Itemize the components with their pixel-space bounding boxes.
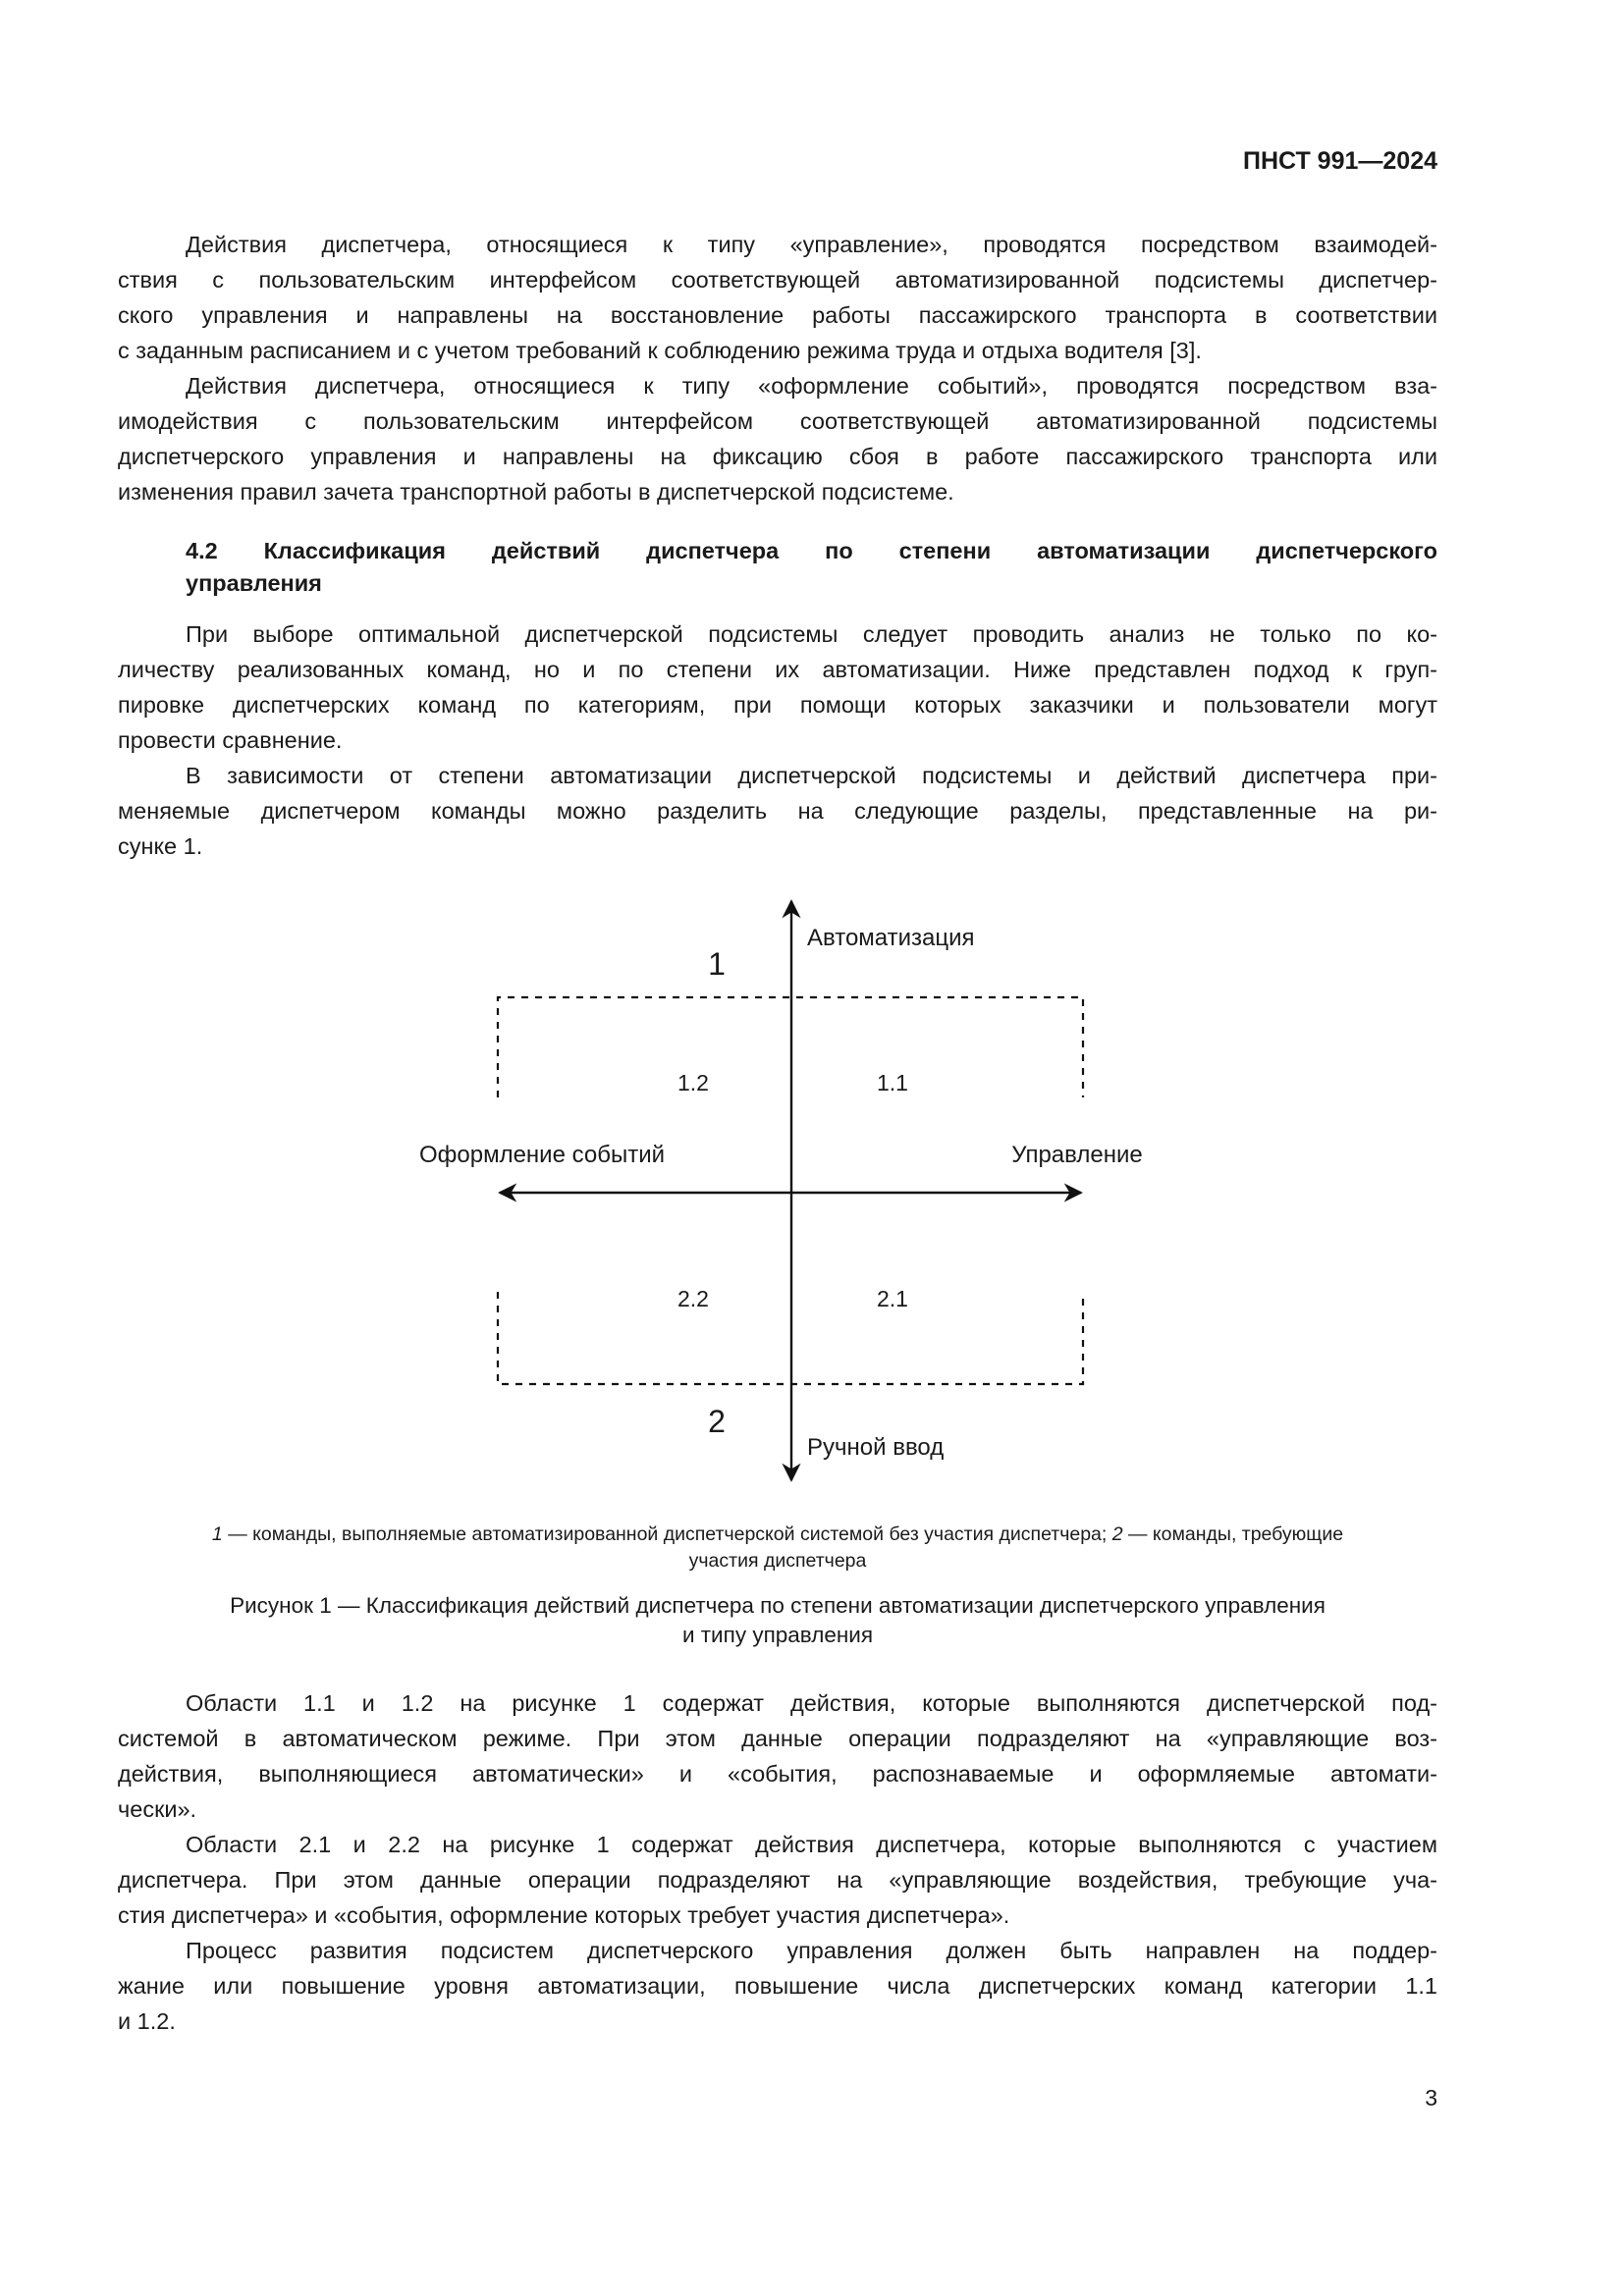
figure-caption-line-2: и типу управления <box>681 1623 874 1647</box>
dashed-frame-top <box>498 997 1083 1097</box>
paragraph-line: ского управления и направлены на восстановление работы пассажирского транспорта в соответствии <box>118 302 1437 328</box>
paragraph-line: и 1.2. <box>118 2008 176 2034</box>
paragraph-line: В зависимости от степени автоматизации диспетчерской подсистемы и действий диспетчера при- <box>186 763 1437 788</box>
document-id-header: ПНСТ 991—2024 <box>1243 147 1437 175</box>
axis-label-events: Оформление событий <box>418 1142 666 1168</box>
paragraph-line: диспетчера. При этом данные операции подразделяют на «управляющие воздействия, требующие уча- <box>118 1867 1437 1893</box>
quadrant-label-1-1: 1.1 <box>877 1070 908 1095</box>
legend-number-2: 2 <box>1111 1523 1123 1545</box>
paragraph-line: жание или повышение уровня автоматизации, повышение числа диспетчерских команд категории 1.1 <box>118 1973 1437 1999</box>
page-number: 3 <box>1425 2085 1437 2110</box>
group-label-2: 2 <box>708 1404 726 1439</box>
paragraph-line: Процесс развития подсистем диспетчерского управления должен быть направлен на поддер- <box>186 1938 1437 1963</box>
paragraph-line: чески». <box>118 1796 197 1822</box>
paragraph-line: Области 1.1 и 1.2 на рисунке 1 содержат действия, которые выполняются диспетчерской под- <box>186 1690 1437 1716</box>
quadrant-label-2-1: 2.1 <box>877 1286 908 1311</box>
axis-label-automation: Автоматизация <box>807 925 975 951</box>
section-heading-line: управления <box>186 570 322 596</box>
group-label-1: 1 <box>708 946 726 982</box>
axis-label-manual-input: Ручной ввод <box>807 1434 945 1461</box>
axis-label-control: Управление <box>1011 1142 1143 1168</box>
paragraph-line: действия, выполняющиеся автоматически» и «события, распознаваемые и оформляемые автомати- <box>118 1761 1437 1787</box>
paragraph-line: меняемые диспетчером команды можно разделить на следующие разделы, представленные на ри- <box>118 798 1437 824</box>
paragraph-line: имодействия с пользовательским интерфейсом соответствующей автоматизированной подсистемы <box>118 408 1437 434</box>
legend-text-1: — команды, выполняемые автоматизированной диспетчерской системой без участия диспетчера; <box>222 1523 1112 1545</box>
section-heading-line: 4.2 Классификация действий диспетчера по степени автоматизации диспетчерского <box>186 538 1437 563</box>
quadrant-label-1-2: 1.2 <box>677 1070 709 1095</box>
paragraph-line: системой в автоматическом режиме. При этом данные операции подразделяют на «управляющие воз- <box>118 1726 1437 1751</box>
paragraph-line: личеству реализованных команд, но и по степени их автоматизации. Ниже представлен подход к груп- <box>118 657 1437 682</box>
paragraph-line: ствия с пользовательским интерфейсом соответствующей автоматизированной подсистемы диспетчер- <box>118 267 1437 293</box>
paragraph-line: стия диспетчера» и «события, оформление которых требует участия диспетчера». <box>118 1902 1010 1928</box>
paragraph-line: Области 2.1 и 2.2 на рисунке 1 содержат действия диспетчера, которые выполняются с участием <box>186 1832 1437 1857</box>
figure-legend-line-2: участия диспетчера <box>688 1550 867 1572</box>
paragraph-line: изменения правил зачета транспортной работы в диспетчерской подсистеме. <box>118 479 954 505</box>
paragraph-line: сунке 1. <box>118 833 203 859</box>
dashed-frame-bottom <box>498 1292 1083 1384</box>
paragraph-line: Действия диспетчера, относящиеся к типу «управление», проводятся посредством взаимодей- <box>186 232 1437 257</box>
figure-legend <box>118 1522 1437 1548</box>
paragraph-line: диспетчерского управления и направлены на фиксацию сбоя в работе пассажирского транспорта или <box>118 444 1437 469</box>
paragraph-line: Действия диспетчера, относящиеся к типу «оформление событий», проводятся посредством вза- <box>186 373 1437 399</box>
paragraph-line: провести сравнение. <box>118 727 343 753</box>
paragraph-line: с заданным расписанием и с учетом требований к соблюдению режима труда и отдыха водителя [3]. <box>118 338 1202 363</box>
figure-caption: Рисунок 1 — Классификация действий диспетчера по степени автоматизации диспетчерского управления <box>230 1593 1326 1618</box>
quadrant-label-2-2: 2.2 <box>677 1286 709 1311</box>
paragraph-line: пировке диспетчерских команд по категориям, при помощи которых заказчики и пользователи могут <box>118 692 1437 718</box>
legend-text-2: — команды, требующие <box>1122 1523 1344 1545</box>
legend-number-1: 1 <box>211 1523 223 1545</box>
paragraph-line: При выборе оптимальной диспетчерской подсистемы следует проводить анализ не только по ко- <box>186 621 1437 647</box>
